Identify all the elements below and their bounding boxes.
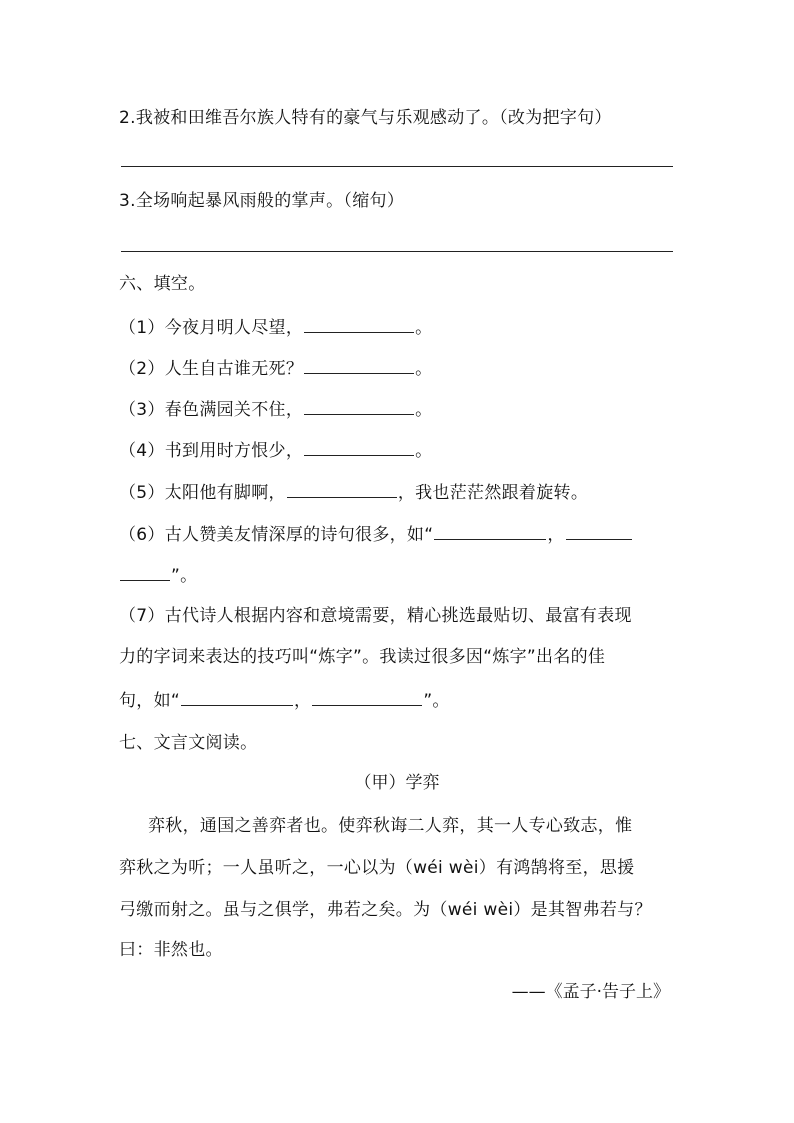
fill-item-3-prompt: （3）春色满园关不住， xyxy=(119,400,304,420)
question-2-text: 2.我被和田维吾尔族人特有的豪气与乐观感动了。（改为把字句） xyxy=(119,108,612,128)
fill-item-7-blank-1[interactable] xyxy=(181,688,293,706)
section-6-heading: 六、填空。 xyxy=(119,274,206,294)
question-2-answer-line[interactable] xyxy=(121,166,673,167)
question-3-text: 3.全场响起暴风雨般的掌声。（缩句） xyxy=(119,191,405,211)
fill-item-6-comma: ， xyxy=(547,525,565,545)
fill-item-2 xyxy=(119,356,432,381)
fill-item-5 xyxy=(119,480,588,505)
fill-item-1 xyxy=(119,315,432,340)
fill-item-7-prompt: 句，如“ xyxy=(119,691,181,711)
fill-item-2-end: 。 xyxy=(415,359,433,379)
fill-item-7-comma: ， xyxy=(294,691,312,711)
fill-item-3-end: 。 xyxy=(415,400,433,420)
fill-item-1-prompt: （1）今夜月明人尽望， xyxy=(119,318,304,338)
fill-item-1-end: 。 xyxy=(415,318,433,338)
fill-item-7-line-1: （7）古代诗人根据内容和意境需要，精心挑选最贴切、最富有表现 xyxy=(119,606,632,626)
fill-item-6 xyxy=(119,522,633,547)
fill-item-1-blank[interactable] xyxy=(304,315,414,333)
fill-item-6-blank-1[interactable] xyxy=(434,522,546,540)
passage-source: ——《孟子·告子上》 xyxy=(511,982,670,1002)
passage-line-1: 弈秋，通国之善弈者也。使弈秋诲二人弈，其一人专心致志，惟 xyxy=(148,816,633,836)
fill-item-6-blank-2[interactable] xyxy=(566,522,632,540)
passage-line-2: 弈秋之为听；一人虽听之，一心以为（wéi wèi）有鸿鹄将至，思援 xyxy=(119,858,635,878)
fill-item-5-end: ，我也茫茫然跟着旋转。 xyxy=(397,483,589,503)
fill-item-5-prompt: （5）太阳他有脚啊， xyxy=(119,483,286,503)
passage-line-3: 弓缴而射之。虽与之俱学，弗若之矣。为（wéi wèi）是其智弗若与？ xyxy=(119,900,652,920)
question-3-answer-line[interactable] xyxy=(121,251,673,252)
passage-line-4: 曰：非然也。 xyxy=(119,940,223,960)
fill-item-7-end: ”。 xyxy=(423,691,450,711)
fill-item-7-line-3 xyxy=(119,688,450,713)
fill-item-7-blank-2[interactable] xyxy=(312,688,422,706)
fill-item-4-prompt: （4）书到用时方恨少， xyxy=(119,441,304,461)
fill-item-6-blank-2-continued[interactable] xyxy=(120,563,170,581)
fill-item-5-blank[interactable] xyxy=(287,480,397,498)
fill-item-3-blank[interactable] xyxy=(304,397,414,415)
fill-item-6-continued xyxy=(119,563,197,588)
fill-item-4-end: 。 xyxy=(415,441,433,461)
section-7-heading: 七、文言文阅读。 xyxy=(119,733,258,753)
fill-item-2-prompt: （2）人生自古谁无死？ xyxy=(119,359,304,379)
fill-item-6-end: ”。 xyxy=(171,566,198,586)
fill-item-7-line-2: 力的字词来表达的技巧叫“炼字”。我读过很多因“炼字”出名的佳 xyxy=(119,647,606,667)
fill-item-2-blank[interactable] xyxy=(304,356,414,374)
fill-item-4 xyxy=(119,438,432,463)
fill-item-3 xyxy=(119,397,432,422)
passage-title: （甲）学弈 xyxy=(354,773,440,793)
fill-item-6-prompt: （6）古人赞美友情深厚的诗句很多，如“ xyxy=(119,525,434,545)
fill-item-4-blank[interactable] xyxy=(304,438,414,456)
